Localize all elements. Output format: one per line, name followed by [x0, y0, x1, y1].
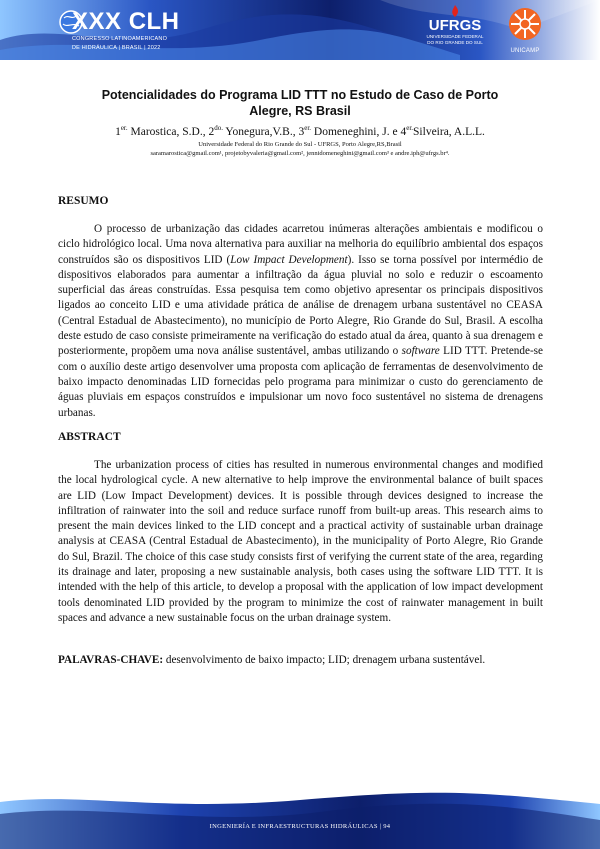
keywords-text: desenvolvimento de baixo impacto; LID; drenagem urbana sustentável.	[163, 654, 486, 666]
keywords	[58, 654, 548, 666]
ufrgs-flame-icon	[448, 4, 462, 18]
author-3-number: 3	[298, 125, 305, 138]
author-1-number: 1	[115, 125, 121, 138]
resumo-term-lid: Low Impact Development	[230, 253, 348, 266]
resumo-paragraph	[58, 222, 543, 421]
author-1-sup: er.	[120, 124, 128, 132]
footer-text: INGENIERÍA E INFRAESTRUCTURAS HIDRÁULICAS | 94	[209, 823, 391, 830]
unicamp-emblem-icon	[507, 6, 543, 42]
conference-title: XXX CLH	[72, 8, 180, 35]
resumo-term-software: software	[401, 345, 440, 358]
author-2-sup: do.	[214, 124, 223, 132]
author-4-sup: er.	[406, 124, 414, 132]
ufrgs-logo	[420, 6, 490, 45]
author-2: Yonegura,V.B.,	[225, 125, 296, 138]
footer-background	[0, 792, 600, 849]
abstract-paragraph: The urbanization process of cities has resulted in numerous environmental changes and modified the local hydrological cycle. A new alternative to help improve the environmental balance of built spaces are LID (Low Impact Development) devices. It is possible through devices designed to increase the infiltration of rainwater into the soil and reduce surface runoff from built-up areas. This research aims to present the main devices linked to the LID concept and a practical activity of sustainable urban drainage analysis at CEASA (Central Estadual de Abastecimento), in the municipality of Porto Alegre, Rio Grande do Sul, Brazil. The choice of this case study consists first of verifying the current state of the area, regarding its drainage and later, proposing a new sustainable analysis, both cases using the software LID TTT. It is intended with the help of this article, to develop a proposal with the application of low impact development tools denominated LID provided by the program to minimize the cost of rainwater management in built spaces and advance a new sustainable focus on the urban drainage system.	[58, 459, 543, 624]
header-banner	[0, 0, 600, 60]
resumo-heading: RESUMO	[58, 195, 109, 207]
conference-subtitle-1: CONGRESSO LATINOAMERICANO	[72, 36, 168, 42]
author-list	[40, 124, 560, 138]
resumo-text-3: LID TTT. Pretende-se com o auxílio deste artigo desenvolver uma proposta com aplicação de ferramentas de desenvolvimento de baixo impacto denominadas LID fornecidas pelo programa para minimizar o custo do gerenciamento de águas pluviais em espaços construídos e impulsionar um novo foco sustentável no sistema de drenagens urbanas.	[58, 345, 543, 419]
author-4: Silveira, A.L.L.	[413, 125, 485, 138]
resumo-text-2: ). Isso se torna possível por intermédio de dispositivos elaborados para aumentar a infiltração da água pluvial no solo e reduzir o escoamento superficial das áreas construídas. Essa pesquisa tem como objetivo apresentar os principais dispositivos ligados ao conceito LID e uma atividade prática de análise de drenagem urbana sustentável no CEASA (Central Estadual de Abastecimento), no município de Porto Alegre, Rio Grande do Sul, Brasil. A escolha deste estudo de caso consiste primeiramente na verificação do estado atual da área, quanto à sua drenagem e posteriormente, propõem uma nova análise sustentável, ambas utilizando o	[58, 253, 543, 358]
author-emails: saramarostica@gmail.com¹, projetobyvaleria@gmail.com², jennidomeneghini@gmail.com³ e andre.iph@ufrgs.br⁴.	[150, 149, 450, 157]
paper-title-line1: Potencialidades do Programa LID TTT no Estudo de Caso de Porto	[101, 88, 499, 102]
affiliation: Universidade Federal do Rio Grande do Sul - UFRGS, Porto Alegre,RS,Brasil	[198, 141, 402, 148]
affiliation-block	[40, 141, 560, 158]
keywords-label: PALAVRAS-CHAVE:	[58, 654, 164, 666]
unicamp-name: UNICAMP	[510, 48, 540, 54]
author-2-number: 2	[208, 125, 215, 138]
author-3: Domeneghini, J. e	[313, 125, 398, 138]
paper-title	[60, 88, 540, 119]
author-4-number: 4	[400, 125, 407, 138]
ufrgs-subtitle-1: UNIVERSIDADE FEDERAL	[426, 34, 484, 39]
paper-title-line2: Alegre, RS Brasil	[249, 103, 351, 118]
footer-banner	[0, 792, 600, 849]
ufrgs-name: UFRGS	[428, 17, 482, 34]
unicamp-logo	[500, 6, 550, 54]
author-1: Marostica, S.D.,	[130, 125, 206, 138]
conference-subtitle-2: DE HIDRÁULICA | BRASIL | 2022	[72, 44, 161, 51]
abstract-heading: ABSTRACT	[58, 431, 121, 443]
resumo-text-1: O processo de urbanização das cidades acarretou inúmeras alterações ambientais e modificou o ciclo hidrológico local. Uma nova alternativa para auxiliar na melhoria do equilíbrio ambiental dos espaços construídos são os dispositivos LID (	[58, 223, 543, 266]
author-3-sup: er.	[304, 124, 312, 132]
ufrgs-subtitle-2: DO RIO GRANDE DO SUL	[427, 40, 483, 46]
conference-logo	[72, 10, 180, 51]
